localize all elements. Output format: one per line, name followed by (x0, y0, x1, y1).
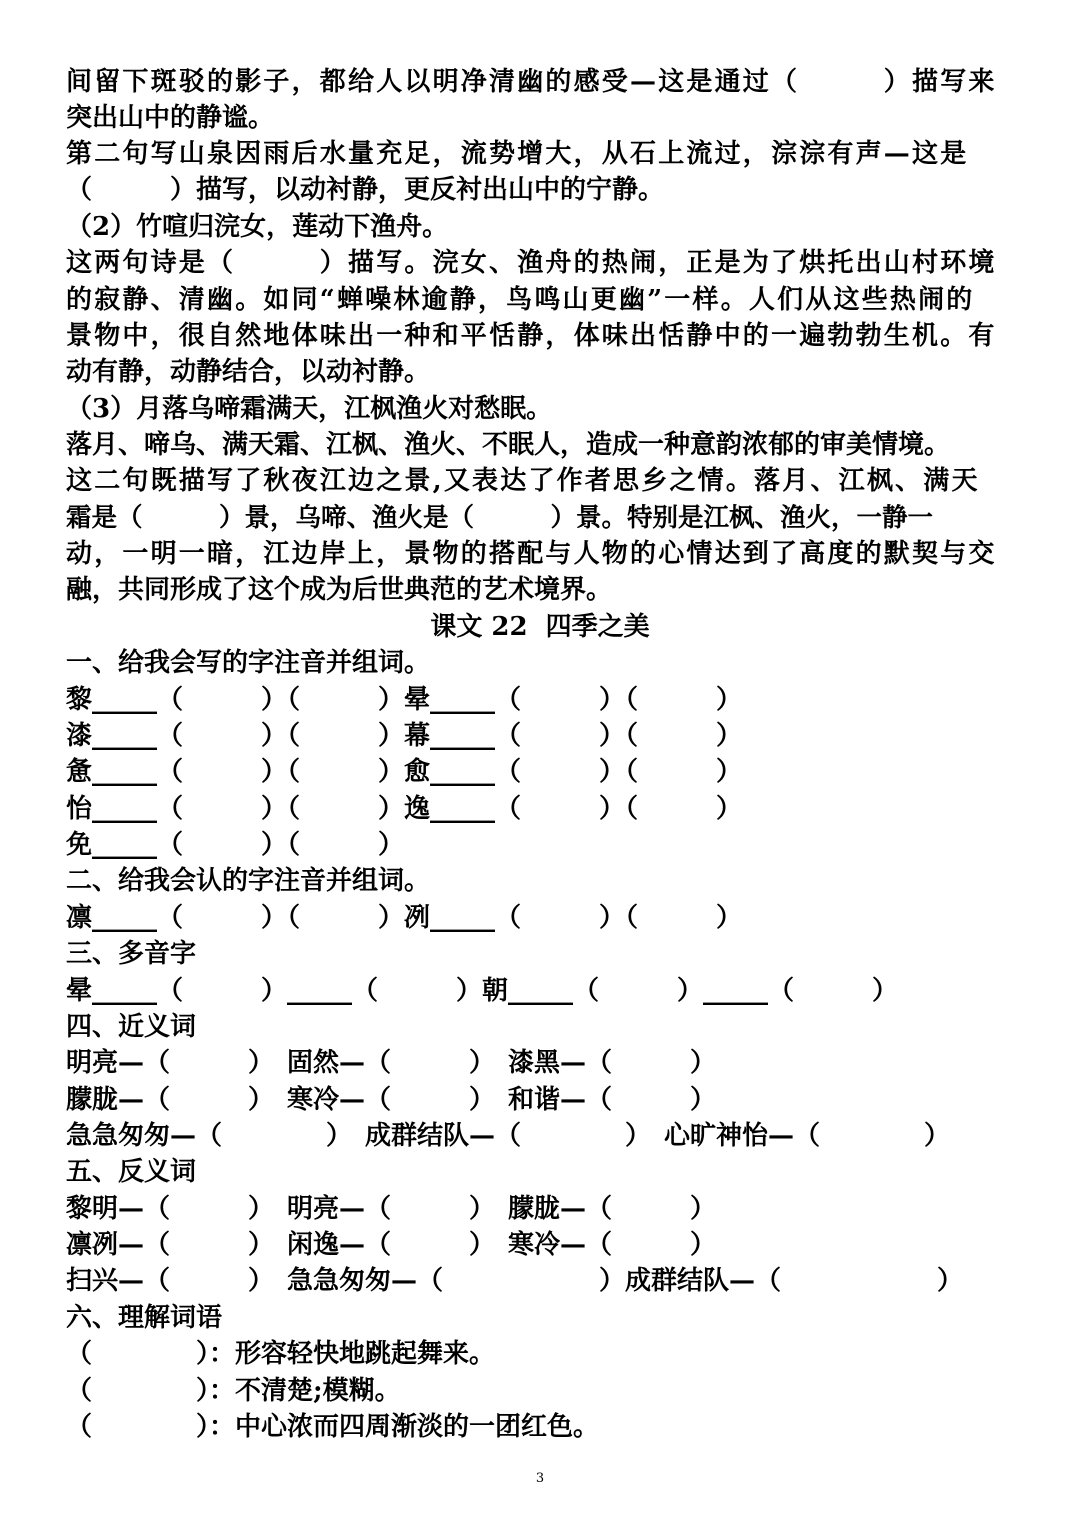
exercise-row: （ ）：中心浓而四周渐淡的一团红色。 (66, 1412, 600, 1442)
paragraph-line: 的寂静、清幽。如同“蝉噪林逾静，鸟鸣山更幽”一样。人们从这些热闹的 (66, 285, 975, 315)
section-heading: 一、给我会写的字注音并组词。 (66, 648, 431, 678)
paragraph-line: 这两句诗是（ ）描写。浣女、渔舟的热闹，正是为了烘托出山村环境 (66, 248, 997, 278)
paragraph-line: 动，一明一暗，江边岸上，景物的搭配与人物的心情达到了高度的默契与交 (66, 539, 997, 569)
paragraph-line: （ ）描写，以动衬静，更反衬出山中的宁静。 (66, 175, 665, 205)
section-heading: 六、理解词语 (66, 1303, 223, 1333)
exercise-row: 扫兴—（ ） 急急匆匆—（ ）成群结队—（ ） (66, 1266, 964, 1296)
section-heading: 二、给我会认的字注音并组词。 (66, 866, 431, 896)
section-heading: 三、多音字 (66, 939, 197, 969)
lesson-title: 课文 22 四季之美 (430, 612, 650, 642)
paragraph-line: 落月、啼乌、满天霜、江枫、渔火、不眠人，造成一种意韵浓郁的审美情境。 (66, 430, 951, 460)
exercise-row: （ ）：不清楚;模糊。 (66, 1376, 401, 1406)
paragraph-line: 景物中，很自然地体味出一种和平恬静，体味出恬静中的一遍勃勃生机。有 (66, 321, 997, 351)
paragraph-line: 动有静，动静结合，以动衬静。 (66, 357, 431, 387)
poem-line: （2）竹喧归浣女，莲动下渔舟。 (66, 212, 449, 242)
paragraph-line: 间留下斑驳的影子，都给人以明净清幽的感受—这是通过（ ）描写来 (66, 67, 997, 97)
exercise-row: 黎_____（ ）（ ）晕_____（ ）（ ） (66, 685, 743, 715)
exercise-row: （ ）：形容轻快地跳起舞来。 (66, 1339, 496, 1369)
exercise-row: 黎明—（ ） 明亮—（ ） 朦胧—（ ） (66, 1194, 717, 1224)
exercise-row: 漆_____（ ）（ ）幕_____（ ）（ ） (66, 721, 743, 751)
paragraph-line: 霜是（ ）景，乌啼、渔火是（ ）景。特别是江枫、渔火，一静一 (66, 503, 934, 533)
section-heading: 四、近义词 (66, 1012, 197, 1042)
paragraph-line: 突出山中的静谧。 (66, 103, 275, 133)
page-number: 3 (535, 1471, 545, 1486)
poem-line: （3）月落乌啼霜满天，江枫渔火对愁眠。 (66, 394, 553, 424)
paragraph-line: 第二句写山泉因雨后水量充足，流势增大，从石上流过，淙淙有声—这是 (66, 139, 969, 169)
exercise-row: 晕_____（ ）_____（ ）朝_____（ ）_____（ ） (66, 976, 899, 1006)
exercise-row: 凛_____（ ）（ ）冽_____（ ）（ ） (66, 903, 743, 933)
paragraph-line: 这二句既描写了秋夜江边之景,又表达了作者思乡之情。落月、江枫、满天 (66, 466, 980, 496)
exercise-row: 凛冽—（ ） 闲逸—（ ） 寒冷—（ ） (66, 1230, 717, 1260)
section-heading: 五、反义词 (66, 1157, 197, 1187)
exercise-row: 惫_____（ ）（ ）愈_____（ ）（ ） (66, 757, 743, 787)
exercise-row: 怡_____（ ）（ ）逸_____（ ）（ ） (66, 794, 743, 824)
exercise-row: 明亮—（ ） 固然—（ ） 漆黑—（ ） (66, 1048, 717, 1078)
paragraph-line: 融，共同形成了这个成为后世典范的艺术境界。 (66, 575, 613, 605)
exercise-row: 免_____（ ）（ ） (66, 830, 405, 860)
exercise-row: 朦胧—（ ） 寒冷—（ ） 和谐—（ ） (66, 1085, 717, 1115)
exercise-row: 急急匆匆—（ ） 成群结队—（ ） 心旷神怡—（ ） (66, 1121, 951, 1151)
